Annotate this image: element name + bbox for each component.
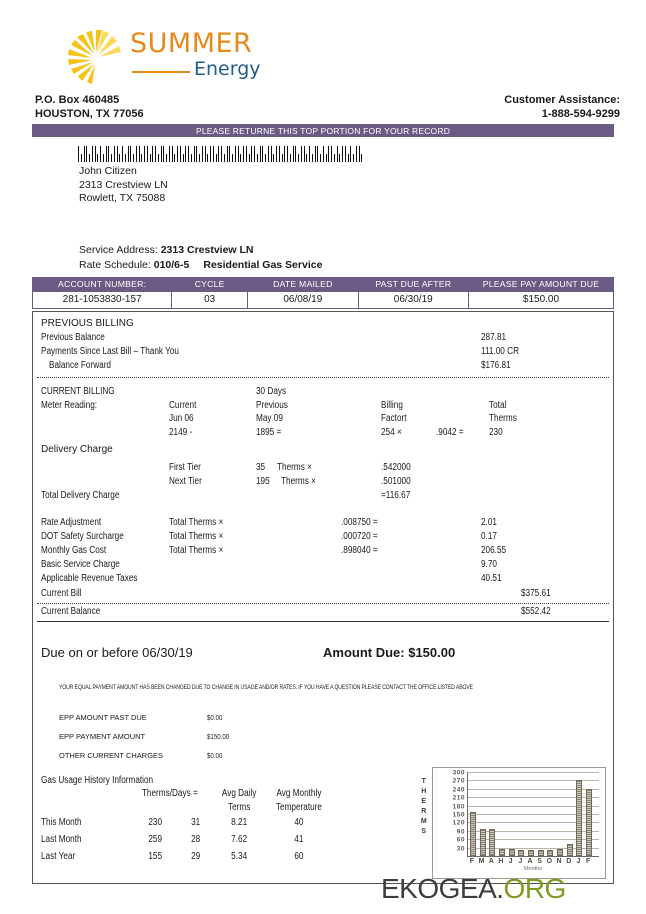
meter-value-current: 2149 - (169, 427, 193, 438)
recipient-city-state-zip: Rowlett, TX 75088 (79, 192, 166, 204)
applicable-revenue-taxes-label: Applicable Revenue Taxes (41, 573, 138, 584)
summary-header-account-number: ACCOUNT NUMBER: (33, 277, 172, 292)
divider-after-previous-billing (37, 377, 609, 378)
usage-header-therms-days: Therms/Days = (141, 788, 198, 799)
usage-row-last-month (41, 832, 339, 849)
po-box-line: P.O. Box 460485 (35, 94, 120, 106)
epp-payment-amount-value: $150.00 (207, 732, 230, 741)
rate-schedule-value: 010/6-5 (153, 259, 190, 271)
watermark-text-dark: EKOGEA. (381, 873, 504, 904)
chart-x-tick-label: S (537, 858, 543, 865)
first-tier-name: First Tier (169, 462, 201, 473)
meter-value-total-therms: 230 (489, 427, 503, 438)
other-current-charges-label: OTHER CURRENT CHARGES (59, 751, 164, 760)
other-current-charges-value: $0.00 (207, 751, 223, 760)
current-balance-value: $552.42 (521, 606, 551, 617)
chart-x-tick-label: F (469, 858, 474, 865)
chart-bar (509, 849, 515, 856)
chart-bar (499, 849, 505, 856)
return-portion-banner (32, 124, 614, 137)
chart-x-tick-label: D (566, 858, 572, 865)
epp-payment-amount-row (59, 732, 230, 741)
chart-bar (567, 844, 573, 856)
po-city-line: HOUSTON, TX 77056 (35, 108, 144, 120)
current-bill-value: $375.61 (521, 588, 551, 599)
chart-x-tick-label: J (508, 858, 513, 865)
epp-amount-past-due-label: EPP AMOUNT PAST DUE (59, 713, 147, 722)
usage-history-title: Gas Usage History Information (41, 775, 154, 786)
chart-plot-area (452, 769, 599, 857)
usage-history-table (41, 787, 339, 866)
usage-header-terms: Terms (228, 802, 251, 813)
rate-adjustment-label: Rate Adjustment (41, 517, 102, 528)
usage-avg-daily-last-month: 7.62 (231, 834, 248, 845)
current-bill-row (41, 588, 601, 602)
brand-logo (58, 24, 318, 90)
usage-therms-last-month: 259 (148, 834, 163, 845)
rate-adjustment-basis: Total Therms × (169, 517, 224, 528)
monthly-gas-cost-rate: .898040 = (341, 545, 378, 556)
meter-header-current: Current (169, 400, 197, 411)
usage-therms-this-month: 230 (148, 817, 163, 828)
dot-safety-surcharge-rate: .000720 = (341, 531, 378, 542)
chart-y-tick-label: 90 (456, 828, 465, 836)
chart-bar (586, 789, 592, 856)
chart-y-tick-label: 180 (452, 803, 465, 811)
usage-therms-last-year: 155 (148, 851, 163, 862)
chart-y-tick-label: 240 (452, 786, 465, 794)
applicable-revenue-taxes-amount: 40.51 (481, 573, 502, 584)
chart-y-tick-label: 210 (452, 794, 465, 802)
usage-row-last-year (41, 849, 339, 866)
dot-safety-surcharge-row (41, 531, 601, 545)
usage-period-last-year: Last Year (41, 851, 76, 862)
chart-bar (576, 780, 582, 856)
usage-row-this-month (41, 815, 339, 832)
chart-y-tick-label: 30 (456, 845, 465, 853)
dot-safety-surcharge-label: DOT Safety Surcharge (41, 531, 124, 542)
meter-dates-row (41, 413, 601, 427)
meter-value-factor: .9042 = (436, 427, 464, 438)
brand-divider-rule (132, 71, 190, 73)
customer-assistance-block (504, 93, 620, 121)
usage-header-blank-3 (137, 801, 217, 815)
total-delivery-charge-value: =116.67 (381, 490, 411, 501)
monthly-gas-cost-label: Monthly Gas Cost (41, 545, 107, 556)
epp-amount-past-due-value: $0.00 (207, 713, 223, 722)
summary-header-row (33, 277, 614, 292)
previous-balance-label: Previous Balance (41, 332, 105, 343)
first-tier-rate: .542000 (381, 462, 411, 473)
next-tier-unit: Therms × (281, 476, 316, 487)
account-summary-table (32, 277, 614, 309)
chart-x-tick-label: O (546, 858, 553, 865)
epp-amount-past-due-row (59, 713, 223, 722)
current-billing-title-row (41, 386, 601, 400)
next-tier-therms: 195 (256, 476, 270, 487)
summary-value-cycle: 03 (172, 292, 248, 309)
chart-frame (432, 767, 606, 879)
meter-header-total: Total (489, 400, 507, 411)
usage-header-row-2 (41, 801, 339, 815)
rate-description: Residential Gas Service (203, 259, 323, 271)
chart-x-tick-label: A (488, 858, 494, 865)
balance-forward-value: $176.81 (481, 360, 511, 371)
applicable-revenue-taxes-row (41, 573, 601, 587)
chart-bar (489, 829, 495, 856)
amount-due-text: Amount Due: $150.00 (323, 645, 456, 660)
summary-header-cycle: CYCLE (172, 277, 248, 292)
usage-header-avg-monthly: Avg Monthly (276, 788, 322, 799)
dot-safety-surcharge-amount: 0.17 (481, 531, 497, 542)
chart-gridline (452, 769, 599, 777)
meter-value-previous: 1895 = (256, 427, 282, 438)
rate-adjustment-rate: .008750 = (341, 517, 378, 528)
chart-bar (547, 850, 553, 856)
rate-adjustment-row (41, 517, 601, 531)
dot-safety-surcharge-basis: Total Therms × (169, 531, 224, 542)
summary-value-account-number: 281-1053830-157 (33, 292, 172, 309)
summary-value-row (33, 292, 614, 309)
meter-reading-label: Meter Reading: (41, 400, 98, 411)
usage-header-temperature: Temperature (276, 802, 323, 813)
meter-header-previous: Previous (256, 400, 288, 411)
previous-billing-title-row (41, 318, 134, 332)
current-balance-row (41, 606, 601, 620)
customer-assistance-label: Customer Assistance: (504, 94, 620, 106)
brand-name-secondary: Energy (194, 58, 261, 80)
meter-reading-header-row (41, 400, 601, 414)
chart-x-tick-label: J (518, 858, 523, 865)
postal-barcode (78, 146, 364, 162)
epp-notice-text: YOUR EQUAL PAYMENT AMOUNT HAS BEEN CHANGED DUE TO CHANGE IN USAGE AND/OR RATES. IF YOU HAVE A QUESTION PLEASE CONTACT THE OFFICE LISTED ABOVE (59, 684, 473, 691)
summary-value-past-due-after: 06/30/19 (358, 292, 468, 309)
basic-service-charge-amount: 9.70 (481, 559, 497, 570)
chart-bar (528, 850, 534, 856)
monthly-gas-cost-basis: Total Therms × (169, 545, 224, 556)
usage-period-this-month: This Month (41, 817, 82, 828)
summary-value-date-mailed: 06/08/19 (248, 292, 358, 309)
payments-since-last-bill-label: Payments Since Last Bill – Thank You (41, 346, 179, 357)
delivery-charge-label: Delivery Charge (41, 444, 113, 455)
payments-since-last-bill-row (41, 346, 601, 360)
chart-bar (538, 850, 544, 856)
sun-icon (66, 26, 128, 88)
total-delivery-charge-row (41, 490, 601, 504)
current-billing-title: CURRENT BILLING (41, 386, 115, 397)
current-billing-days: 30 Days (256, 386, 287, 397)
first-tier-therms: 35 (256, 462, 266, 473)
payments-since-last-bill-value: 111.00 CR (481, 346, 519, 357)
usage-days-last-year: 29 (191, 851, 201, 862)
recipient-address-block (79, 165, 168, 206)
summary-header-date-mailed: DATE MAILED (248, 277, 358, 292)
next-tier-row (41, 476, 601, 490)
watermark-text-green: ORG (503, 873, 566, 904)
next-tier-rate: .501000 (381, 476, 411, 487)
due-date-text: Due on or before 06/30/19 (41, 645, 193, 660)
usage-avg-daily-last-year: 5.34 (231, 851, 248, 862)
divider-after-current-balance (37, 621, 609, 622)
meter-date-current: Jun 06 (169, 413, 194, 424)
summary-header-past-due-after: PAST DUE AFTER (358, 277, 468, 292)
summary-value-amount-due: $150.00 (468, 292, 613, 309)
usage-header-blank-2 (41, 801, 137, 815)
chart-x-tick-label: F (586, 858, 591, 865)
meter-value-difference: 254 × (381, 427, 402, 438)
previous-billing-title: PREVIOUS BILLING (41, 318, 134, 329)
usage-days-this-month: 31 (191, 817, 201, 828)
monthly-gas-cost-amount: 206.55 (481, 545, 507, 556)
usage-period-last-month: Last Month (41, 834, 82, 845)
usage-avg-temp-last-year: 60 (294, 851, 304, 862)
rate-schedule-label: Rate Schedule: (79, 259, 151, 271)
current-balance-label: Current Balance (41, 606, 101, 617)
service-info-block (79, 243, 322, 273)
meter-values-row (41, 427, 601, 441)
return-portion-banner-text: PLEASE RETURNE THIS TOP PORTION FOR YOUR RECORD (195, 125, 451, 136)
chart-x-tick-label: J (576, 858, 581, 865)
customer-assistance-phone[interactable]: 1-888-594-9299 (541, 108, 620, 120)
brand-wordmark (130, 28, 261, 82)
usage-avg-daily-this-month: 8.21 (231, 817, 248, 828)
chart-bar (470, 812, 476, 856)
rate-adjustment-amount: 2.01 (481, 517, 497, 528)
previous-balance-value: 287.81 (481, 332, 507, 343)
current-bill-label: Current Bill (41, 588, 82, 599)
summary-header-amount-due: PLEASE PAY AMOUNT DUE (468, 277, 613, 292)
chart-y-axis-title: T H E R M S (420, 778, 428, 835)
recipient-street: 2313 Crestview LN (79, 178, 168, 191)
balance-forward-label: Balance Forward (49, 360, 111, 371)
basic-service-charge-label: Basic Service Charge (41, 559, 120, 570)
epp-payment-amount-label: EPP PAYMENT AMOUNT (59, 732, 146, 741)
brand-name-primary: SUMMER (130, 28, 253, 59)
service-address-value: 2313 Crestview LN (160, 244, 254, 256)
chart-y-tick-label: 270 (452, 777, 465, 785)
usage-days-last-month: 28 (191, 834, 201, 845)
service-address-label: Service Address: (79, 244, 158, 256)
previous-balance-row (41, 332, 601, 346)
chart-y-tick-label: 300 (452, 769, 465, 777)
chart-y-tick-label: 120 (452, 819, 465, 827)
meter-date-previous: May 09 (256, 413, 283, 424)
chart-x-tick-label: A (527, 858, 533, 865)
other-current-charges-row (59, 751, 223, 760)
basic-service-charge-row (41, 559, 601, 573)
usage-header-avg-daily: Avg Daily (221, 788, 257, 799)
usage-avg-temp-last-month: 41 (294, 834, 304, 845)
billing-detail-panel (32, 311, 614, 884)
chart-x-tick-label: H (498, 858, 504, 865)
service-address-row (79, 243, 322, 258)
chart-x-tick-label: N (556, 858, 562, 865)
first-tier-unit: Therms × (277, 462, 312, 473)
chart-bar (557, 849, 563, 856)
chart-x-tick-label: M (478, 858, 485, 865)
recipient-name: John Citizen (79, 165, 137, 177)
balance-forward-row (41, 360, 601, 374)
usage-avg-temp-this-month: 40 (294, 817, 304, 828)
meter-header-therms: Therms (489, 413, 517, 424)
company-mailing-address (35, 93, 144, 121)
first-tier-row (41, 462, 601, 476)
site-watermark (381, 873, 566, 905)
usage-header-row-1 (41, 787, 339, 801)
meter-header-factor: Factort (381, 413, 407, 424)
usage-header-blank (41, 787, 137, 801)
next-tier-name: Next Tier (169, 476, 202, 487)
chart-y-tick-label: 150 (452, 811, 465, 819)
gas-usage-chart (418, 767, 608, 885)
rate-schedule-row (79, 258, 322, 273)
monthly-gas-cost-row (41, 545, 601, 559)
total-delivery-charge-label: Total Delivery Charge (41, 490, 120, 501)
chart-bar (480, 829, 486, 856)
meter-header-billing: Billing (381, 400, 403, 411)
divider-after-current-bill (37, 603, 609, 604)
chart-bar (518, 850, 524, 856)
delivery-charge-title-row (41, 444, 113, 458)
chart-x-axis-title: Months (523, 866, 543, 872)
chart-y-tick-label: 60 (456, 836, 465, 844)
